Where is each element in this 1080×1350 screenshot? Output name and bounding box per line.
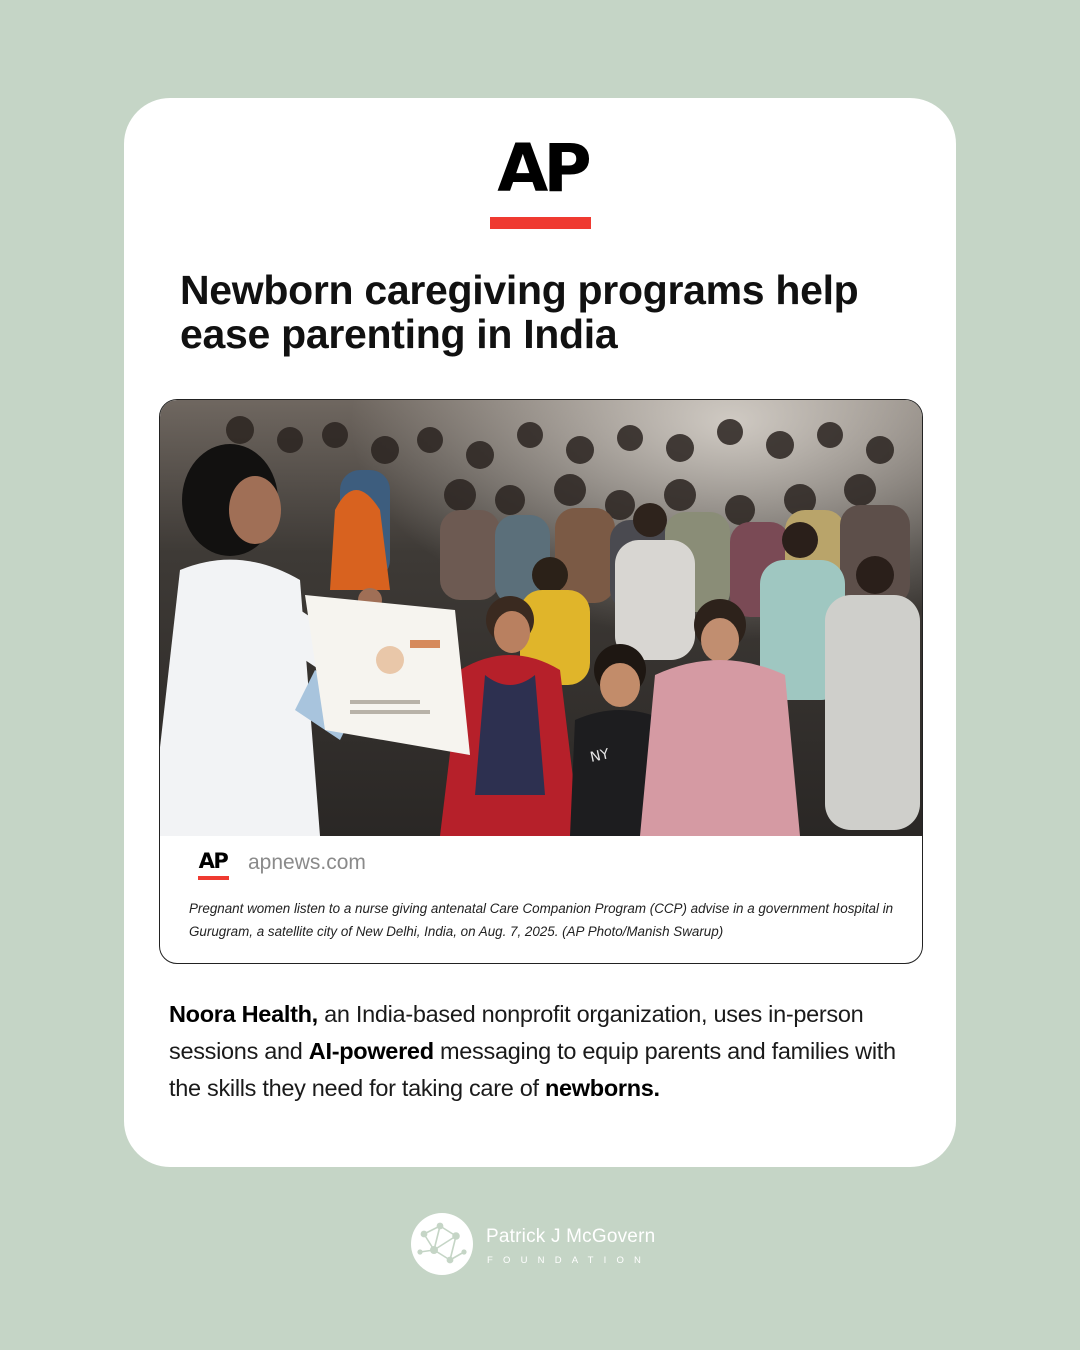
foundation-logo — [410, 1212, 670, 1278]
source-domain[interactable]: apnews.com — [248, 851, 366, 874]
article-source — [160, 836, 922, 896]
body-text-1: an India-based nonprofit organization, uses in-person sessions and — [169, 1001, 864, 1064]
body-text-2: messaging to equip parents and families with the skills they need for taking care of — [169, 1038, 896, 1101]
highlight-ai-powered: AI-powered — [308, 1038, 434, 1064]
photo-caption: Pregnant women listen to a nurse giving antenatal Care Companion Program (CCP) advise in a government hospital in Gurugram, a satellite city of New Delhi, India, on Aug. 7, 2025. (AP Photo/Manish Swarup) — [189, 901, 894, 939]
source-ap-logo: AP — [198, 849, 228, 873]
network-globe-icon — [410, 1212, 474, 1276]
article-photo — [160, 400, 922, 836]
source-ap-underline — [198, 876, 229, 880]
ap-logo-underline — [490, 217, 591, 229]
body-paragraph — [169, 996, 909, 1107]
foundation-name: Patrick J McGovern — [486, 1226, 656, 1247]
article-card[interactable] — [159, 399, 923, 964]
ap-logo: AP — [497, 130, 587, 207]
foundation-subtitle: FOUNDATION — [487, 1255, 652, 1266]
svg-text:NY: NY — [588, 746, 611, 766]
headline: Newborn caregiving programs help ease parenting in India — [180, 267, 859, 357]
org-name: Noora Health, — [169, 1001, 318, 1027]
emphasis-newborns: newborns. — [544, 1075, 660, 1101]
